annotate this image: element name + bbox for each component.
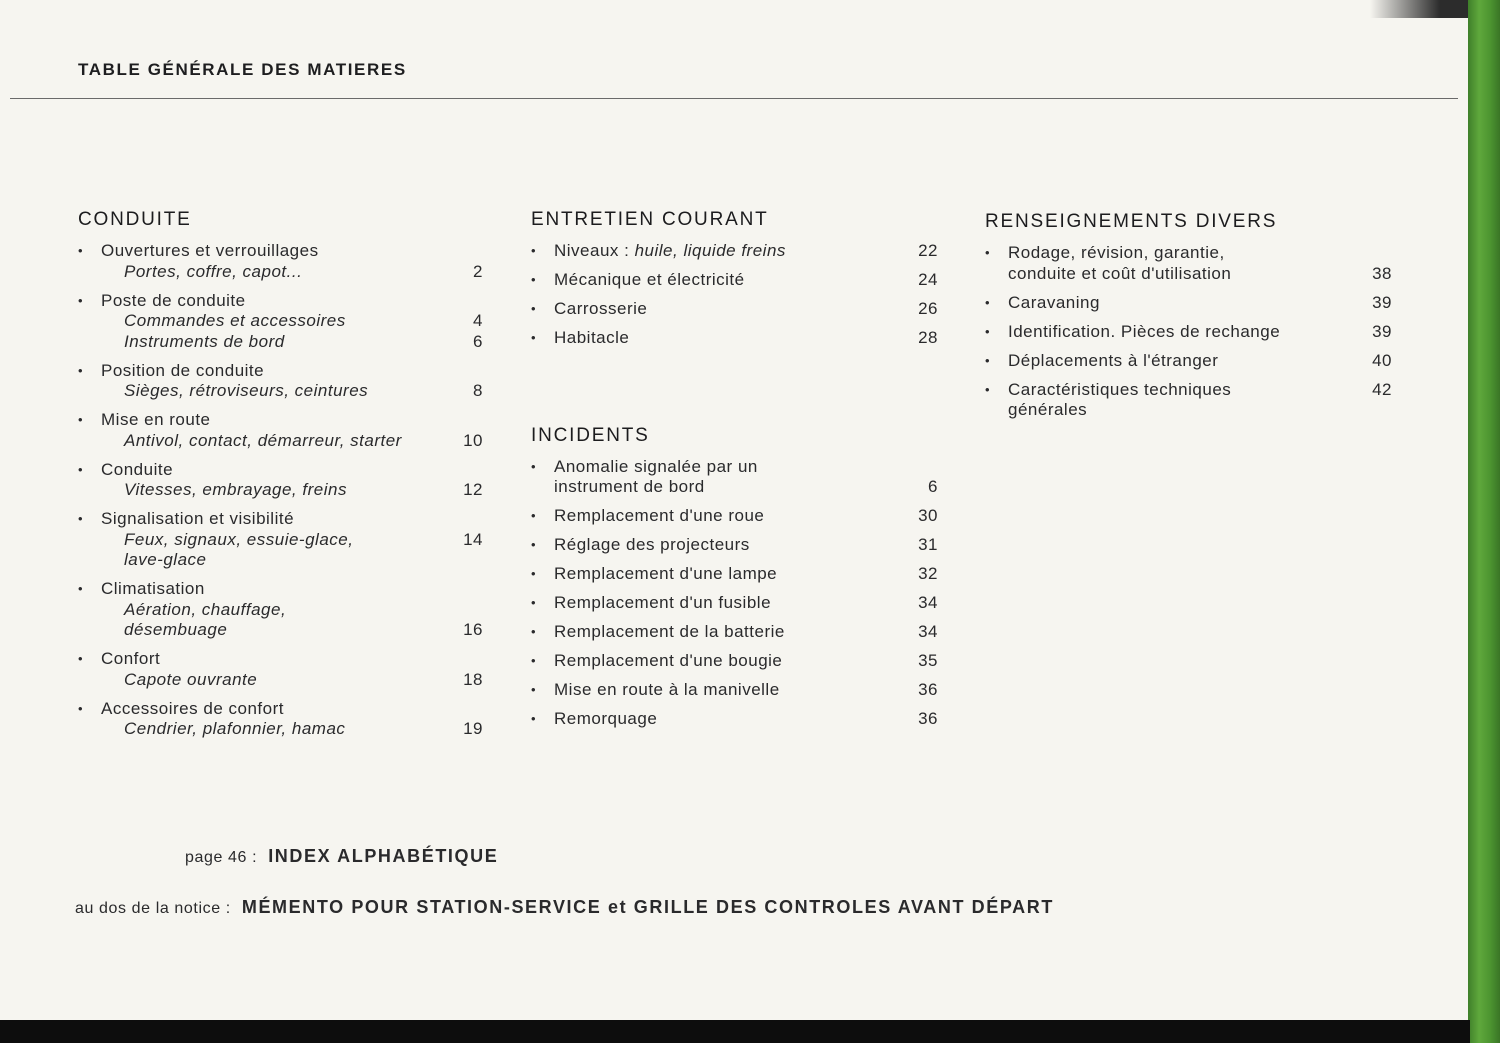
page-number: 26: [918, 299, 938, 318]
toc-entry[interactable]: [531, 564, 951, 585]
entry-label: [101, 361, 498, 382]
entry-label: [554, 270, 951, 291]
entry-label-text: Niveaux :: [554, 241, 635, 260]
toc-entry[interactable]: [531, 680, 951, 701]
bullet-icon: •: [78, 292, 84, 308]
bullet-icon: •: [531, 272, 537, 287]
entry-label-text: Climatisation: [101, 579, 205, 598]
entry-sublabel: désembuage: [124, 620, 228, 639]
entry-label: [1008, 243, 1405, 264]
entry-label: [101, 291, 498, 312]
entry-label-text: Mise en route: [101, 410, 211, 429]
entry-label-continued: générales: [1008, 400, 1088, 419]
entry-label: [554, 622, 951, 643]
page-number: 14: [463, 529, 483, 549]
entry-label: [554, 506, 951, 527]
page-number: 22: [918, 241, 938, 260]
toc-entry[interactable]: [78, 460, 498, 501]
entry-label-text: Remorquage: [554, 709, 658, 728]
entry-sublabel: Instruments de bord: [124, 331, 285, 351]
bullet-icon: •: [531, 508, 537, 523]
entry-label-text: Remplacement d'une bougie: [554, 651, 783, 670]
footer-memento-and: et: [607, 897, 628, 917]
toc-entry[interactable]: [531, 622, 951, 643]
page-number: 42: [1372, 379, 1392, 399]
toc-entry[interactable]: [531, 241, 951, 262]
entry-label: [554, 680, 951, 701]
toc-section: [78, 209, 498, 740]
bullet-icon: •: [531, 682, 537, 697]
entry-sublabel: Antivol, contact, démarreur, starter: [124, 430, 402, 450]
page-number: 31: [918, 535, 938, 554]
entry-label-continued: conduite et coût d'utilisation: [1008, 263, 1232, 283]
bullet-icon: •: [531, 330, 537, 345]
bullet-icon: •: [985, 323, 991, 339]
header-divider: [10, 98, 1458, 99]
bullet-icon: •: [531, 595, 537, 610]
bullet-icon: •: [78, 511, 84, 526]
bullet-icon: •: [78, 581, 84, 596]
bullet-icon: •: [985, 352, 991, 368]
page-number: 32: [918, 564, 938, 583]
bullet-icon: •: [531, 624, 537, 639]
footer-memento-title-a: MÉMENTO POUR STATION-SERVICE: [241, 897, 602, 917]
entry-label-text: Déplacements à l'étranger: [1008, 350, 1219, 370]
page-number: 4: [473, 311, 483, 330]
entry-label: [554, 457, 951, 478]
page-number: 12: [463, 480, 483, 499]
toc-entry[interactable]: [78, 699, 498, 740]
entry-label-text: Signalisation et visibilité: [101, 509, 295, 528]
entry-label-text: Caractéristiques techniques: [1008, 379, 1232, 399]
toc-entry[interactable]: [531, 506, 951, 527]
page-title: TABLE GÉNÉRALE DES MATIERES: [78, 60, 407, 79]
entry-label-text: Anomalie signalée par un: [554, 456, 758, 476]
page-number: 39: [1372, 321, 1392, 341]
page-number: 34: [918, 622, 938, 641]
bullet-icon: •: [78, 362, 84, 378]
entry-sublabel: Cendrier, plafonnier, hamac: [124, 719, 346, 738]
entry-label-text: Remplacement d'un fusible: [554, 593, 772, 612]
page-corner-shadow: [1370, 0, 1470, 18]
page-number: 8: [473, 381, 483, 400]
toc-entry[interactable]: [78, 361, 498, 402]
entry-label-continued: instrument de bord: [554, 477, 705, 496]
entry-label: [554, 299, 951, 320]
entry-label: [101, 579, 498, 600]
entry-label: [101, 410, 498, 431]
entry-label-text: Caravaning: [1008, 292, 1100, 312]
entry-label: [554, 328, 951, 349]
page-number: 34: [918, 593, 938, 612]
section-title: CONDUITE: [78, 209, 192, 230]
footer-memento-title-b: GRILLE DES CONTROLES AVANT DÉPART: [633, 897, 1054, 917]
toc-entry[interactable]: [531, 651, 951, 672]
bullet-icon: •: [78, 461, 84, 477]
toc-entry[interactable]: [985, 322, 1405, 343]
entry-label: [554, 709, 951, 730]
page-number: 28: [918, 328, 938, 347]
section-title: RENSEIGNEMENTS DIVERS: [985, 211, 1278, 232]
toc-entry[interactable]: [78, 291, 498, 353]
bullet-icon: •: [985, 381, 991, 397]
entry-label-text: Conduite: [101, 459, 174, 479]
page-number: 35: [918, 651, 938, 670]
bullet-icon: •: [531, 711, 537, 726]
entry-label: [101, 649, 498, 670]
entry-label: [1008, 351, 1405, 372]
bullet-icon: •: [985, 245, 991, 260]
entry-label-text: Ouvertures et verrouillages: [101, 241, 319, 260]
toc-entry[interactable]: [531, 709, 951, 730]
entry-label: [554, 651, 951, 672]
entry-label: [1008, 380, 1405, 401]
page-number: 39: [1372, 292, 1392, 312]
entry-label-text: Identification. Pièces de rechange: [1008, 321, 1281, 341]
footer-memento-title: [242, 897, 1054, 917]
toc-entry[interactable]: [531, 457, 951, 498]
page-number: 24: [918, 270, 938, 289]
footer-index-title: INDEX ALPHABÉTIQUE: [268, 846, 499, 866]
toc-entry[interactable]: [531, 535, 951, 556]
page-number: 2: [473, 261, 483, 281]
toc-entry[interactable]: [78, 579, 498, 641]
page-number: 36: [918, 680, 938, 699]
entry-label: [554, 593, 951, 614]
entry-label-text: Position de conduite: [101, 360, 265, 380]
entry-sublabel: Vitesses, embrayage, freins: [124, 480, 347, 499]
toc-column-2: [531, 209, 951, 730]
page-number: 18: [463, 669, 483, 689]
entry-sublabel: Commandes et accessoires: [124, 311, 346, 330]
toc-column-1: [78, 209, 498, 740]
entry-label-text: Accessoires de confort: [101, 698, 284, 718]
page-number: 40: [1372, 350, 1392, 370]
green-cover-edge: [1468, 0, 1500, 1043]
page-number: 38: [1372, 263, 1392, 283]
entry-label-text: Poste de conduite: [101, 290, 246, 310]
entry-label: [554, 564, 951, 585]
bullet-icon: •: [531, 537, 537, 552]
section-title: ENTRETIEN COURANT: [531, 209, 769, 230]
entry-label-text: Remplacement d'une lampe: [554, 564, 778, 583]
entry-label: [1008, 322, 1405, 343]
page-number: 19: [463, 719, 483, 738]
page-number: 16: [463, 620, 483, 639]
bottom-dark-edge: [0, 1020, 1470, 1043]
bullet-icon: •: [78, 412, 84, 427]
entry-sublabel: Sièges, rétroviseurs, ceintures: [124, 381, 369, 400]
footer-index-prefix: page 46 :: [185, 849, 258, 866]
footer-memento-line: [75, 897, 1054, 918]
bullet-icon: •: [985, 294, 991, 310]
entry-label: [554, 241, 951, 262]
bullet-icon: •: [531, 301, 537, 316]
toc-entry[interactable]: [985, 380, 1405, 421]
toc-entry[interactable]: [985, 243, 1405, 284]
bullet-icon: •: [78, 700, 84, 716]
bullet-icon: •: [531, 243, 537, 258]
bullet-icon: •: [78, 651, 84, 666]
toc-section: [531, 209, 951, 349]
entry-label-text: Réglage des projecteurs: [554, 535, 750, 554]
toc-entry[interactable]: [531, 593, 951, 614]
footer-memento-prefix: au dos de la notice :: [75, 900, 231, 917]
entry-sublabel: lave-glace: [124, 550, 207, 569]
page-number: 36: [918, 709, 938, 728]
toc-entry[interactable]: [78, 241, 498, 282]
entry-label: [101, 460, 498, 481]
entry-sublabel: Capote ouvrante: [124, 669, 258, 689]
entry-label-text: Mise en route à la manivelle: [554, 680, 780, 699]
toc-entry[interactable]: [78, 410, 498, 451]
page-number: 6: [928, 477, 938, 496]
entry-sublabel: Portes, coffre, capot...: [124, 261, 303, 281]
entry-label-text: Mécanique et électricité: [554, 270, 745, 289]
toc-entry[interactable]: [78, 649, 498, 690]
entry-label-text: Confort: [101, 649, 161, 668]
bullet-icon: •: [531, 566, 537, 581]
toc-section: [985, 211, 1405, 421]
entry-label-italic: huile, liquide freins: [634, 241, 786, 260]
entry-label: [554, 535, 951, 556]
entry-label-text: Remplacement d'une roue: [554, 506, 765, 525]
page-number: 6: [473, 331, 483, 351]
entry-label: [101, 509, 498, 530]
entry-label-text: Carrosserie: [554, 299, 648, 318]
toc-entry[interactable]: [985, 351, 1405, 372]
entry-sublabel: Aération, chauffage,: [124, 599, 287, 619]
entry-label-text: Rodage, révision, garantie,: [1008, 243, 1225, 262]
toc-column-3: [985, 211, 1405, 421]
toc-entry[interactable]: [531, 270, 951, 291]
bullet-icon: •: [78, 243, 84, 258]
entry-label-text: Habitacle: [554, 328, 630, 347]
section-title: INCIDENTS: [531, 424, 650, 446]
entry-sublabel: Feux, signaux, essuie-glace,: [124, 529, 354, 549]
page-number: 30: [918, 506, 938, 525]
footer-index-line: [185, 846, 498, 867]
toc-entry[interactable]: [531, 328, 951, 349]
entry-label-text: Remplacement de la batterie: [554, 622, 785, 641]
entry-label: [101, 241, 498, 262]
toc-entry[interactable]: [985, 293, 1405, 314]
entry-label: [101, 699, 498, 720]
toc-entry[interactable]: [531, 299, 951, 320]
toc-entry[interactable]: [78, 509, 498, 571]
entry-label: [1008, 293, 1405, 314]
page-number: 10: [463, 430, 483, 450]
bullet-icon: •: [531, 653, 537, 668]
bullet-icon: •: [531, 458, 537, 474]
toc-section: [531, 425, 951, 730]
